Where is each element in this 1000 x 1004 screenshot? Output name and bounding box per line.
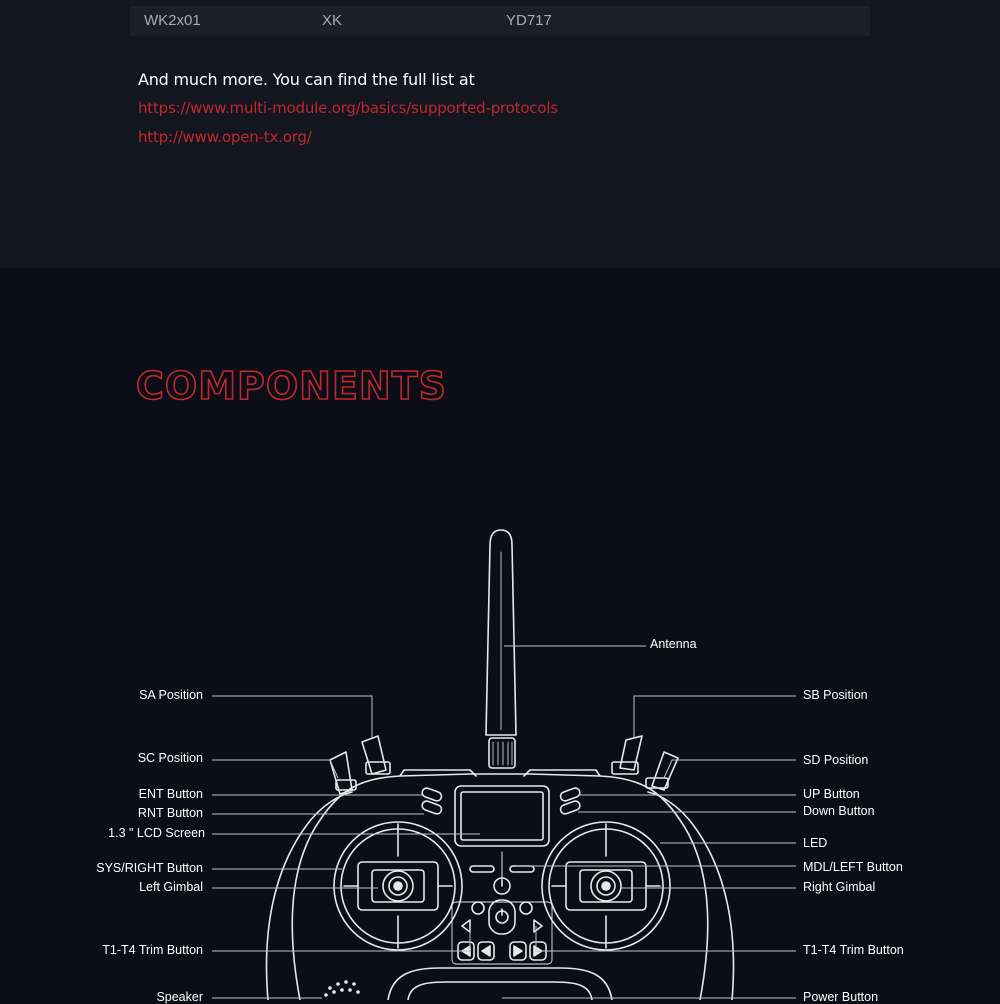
label-sd-position: SD Position — [803, 753, 869, 767]
label-sc-position: SC Position — [137, 751, 203, 765]
label-led: LED — [803, 836, 828, 850]
section-title: COMPONENTS — [136, 364, 448, 408]
multi-module-link[interactable]: https://www.multi-module.org/basics/supported-protocols — [138, 99, 558, 117]
right-pill-buttons — [559, 787, 581, 815]
open-tx-link[interactable]: http://www.open-tx.org/ — [138, 128, 312, 146]
leader-lines — [212, 646, 796, 998]
label-trim-button-right: T1-T4 Trim Button — [803, 943, 904, 957]
label-sb-position: SB Position — [803, 688, 868, 702]
label-sa-position: SA Position — [139, 688, 203, 702]
more-info-text: And much more. You can find the full list at — [138, 70, 475, 89]
table-cell: XK — [322, 12, 343, 29]
label-up-button: UP Button — [803, 787, 860, 801]
left-pill-buttons — [421, 787, 443, 815]
lcd-screen-shape — [455, 786, 549, 846]
right-gimbal-shape — [542, 822, 670, 950]
table-cell: WK2x01 — [144, 12, 201, 29]
label-speaker: Speaker — [156, 990, 203, 1004]
label-sys-right-button: SYS/RIGHT Button — [96, 861, 203, 875]
table-cell: YD717 — [506, 12, 552, 29]
label-lcd-screen: 1.3 " LCD Screen — [108, 826, 205, 840]
antenna-shape — [486, 530, 516, 768]
label-ent-button: ENT Button — [138, 787, 203, 801]
label-right-gimbal: Right Gimbal — [803, 880, 876, 894]
label-antenna: Antenna — [650, 637, 697, 651]
label-mdl-left-button: MDL/LEFT Button — [803, 860, 903, 874]
speaker-shape — [324, 980, 360, 997]
label-left-gimbal: Left Gimbal — [139, 880, 203, 894]
label-trim-button-left: T1-T4 Trim Button — [102, 943, 203, 957]
label-power-button: Power Button — [803, 990, 879, 1004]
label-rnt-button: RNT Button — [137, 806, 203, 820]
label-down-button: Down Button — [803, 804, 875, 818]
left-gimbal-shape — [334, 822, 462, 950]
